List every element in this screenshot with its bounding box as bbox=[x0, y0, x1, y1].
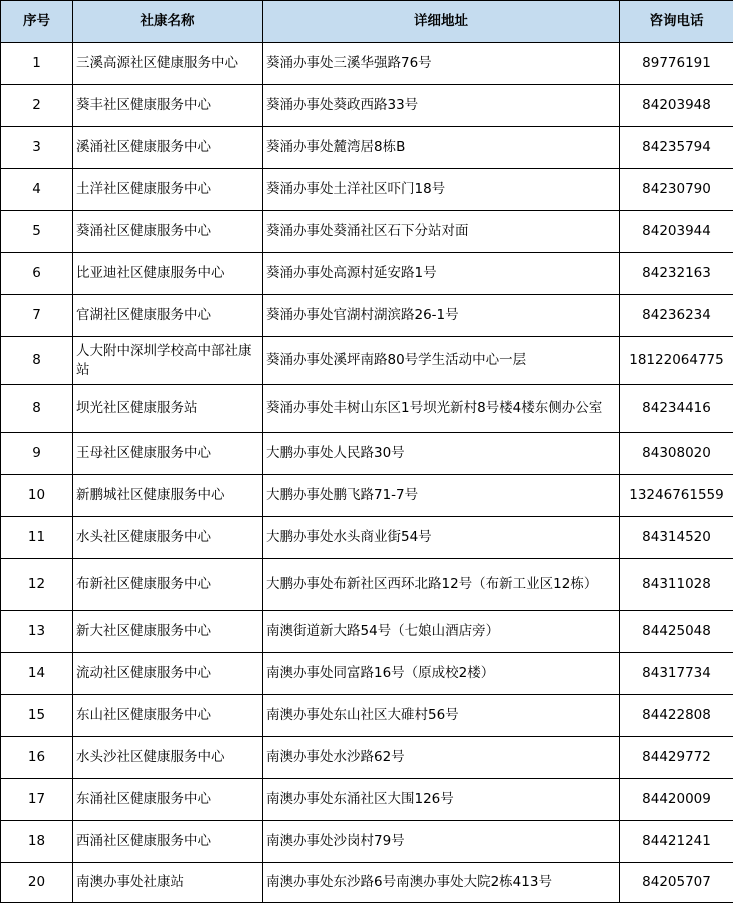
cell-no: 10 bbox=[1, 475, 73, 517]
cell-phone: 84317734 bbox=[620, 653, 733, 695]
cell-name: 水头沙社区健康服务中心 bbox=[73, 737, 263, 779]
cell-phone: 84420009 bbox=[620, 779, 733, 821]
cell-phone: 84203944 bbox=[620, 211, 733, 253]
cell-phone: 84421241 bbox=[620, 821, 733, 863]
header-row bbox=[1, 1, 733, 43]
cell-name: 溪涌社区健康服务中心 bbox=[73, 127, 263, 169]
table-row bbox=[1, 211, 733, 253]
cell-address: 南澳街道新大路54号（七娘山酒店旁） bbox=[263, 611, 620, 653]
cell-name: 西涌社区健康服务中心 bbox=[73, 821, 263, 863]
cell-name: 葵丰社区健康服务中心 bbox=[73, 85, 263, 127]
cell-address: 南澳办事处东涌社区大围126号 bbox=[263, 779, 620, 821]
cell-name: 王母社区健康服务中心 bbox=[73, 433, 263, 475]
cell-no: 16 bbox=[1, 737, 73, 779]
cell-phone: 84422808 bbox=[620, 695, 733, 737]
table-row bbox=[1, 863, 733, 903]
cell-name: 人大附中深圳学校高中部社康站 bbox=[73, 337, 263, 385]
cell-address: 葵涌办事处三溪华强路76号 bbox=[263, 43, 620, 85]
table-row bbox=[1, 517, 733, 559]
cell-phone: 89776191 bbox=[620, 43, 733, 85]
table-row bbox=[1, 821, 733, 863]
table-row bbox=[1, 475, 733, 517]
table-row bbox=[1, 559, 733, 611]
cell-no: 17 bbox=[1, 779, 73, 821]
table-row bbox=[1, 695, 733, 737]
table-row bbox=[1, 385, 733, 433]
cell-address: 南澳办事处东沙路6号南澳办事处大院2栋413号 bbox=[263, 863, 620, 903]
cell-phone: 13246761559 bbox=[620, 475, 733, 517]
table-row bbox=[1, 295, 733, 337]
cell-address: 大鹏办事处鹏飞路71-7号 bbox=[263, 475, 620, 517]
header-no: 序号 bbox=[1, 1, 73, 43]
cell-name: 流动社区健康服务中心 bbox=[73, 653, 263, 695]
cell-phone: 84429772 bbox=[620, 737, 733, 779]
cell-address: 大鹏办事处布新社区西环北路12号（布新工业区12栋） bbox=[263, 559, 620, 611]
table-row bbox=[1, 653, 733, 695]
cell-address: 葵涌办事处葵涌社区石下分站对面 bbox=[263, 211, 620, 253]
cell-address: 南澳办事处同富路16号（原成校2楼） bbox=[263, 653, 620, 695]
cell-address: 南澳办事处水沙路62号 bbox=[263, 737, 620, 779]
table-row bbox=[1, 169, 733, 211]
cell-name: 土洋社区健康服务中心 bbox=[73, 169, 263, 211]
cell-name: 水头社区健康服务中心 bbox=[73, 517, 263, 559]
cell-no: 4 bbox=[1, 169, 73, 211]
cell-no: 9 bbox=[1, 433, 73, 475]
cell-no: 20 bbox=[1, 863, 73, 903]
cell-phone: 84308020 bbox=[620, 433, 733, 475]
cell-phone: 84235794 bbox=[620, 127, 733, 169]
table-row bbox=[1, 253, 733, 295]
cell-name: 葵涌社区健康服务中心 bbox=[73, 211, 263, 253]
cell-no: 2 bbox=[1, 85, 73, 127]
header-name: 社康名称 bbox=[73, 1, 263, 43]
cell-address: 葵涌办事处葵政西路33号 bbox=[263, 85, 620, 127]
cell-name: 三溪高源社区健康服务中心 bbox=[73, 43, 263, 85]
table-row bbox=[1, 737, 733, 779]
cell-name: 比亚迪社区健康服务中心 bbox=[73, 253, 263, 295]
cell-phone: 84311028 bbox=[620, 559, 733, 611]
header-phone: 咨询电话 bbox=[620, 1, 733, 43]
cell-no: 8 bbox=[1, 385, 73, 433]
cell-phone: 84236234 bbox=[620, 295, 733, 337]
table-row bbox=[1, 433, 733, 475]
cell-phone: 84230790 bbox=[620, 169, 733, 211]
table-body bbox=[1, 43, 733, 903]
cell-name: 新大社区健康服务中心 bbox=[73, 611, 263, 653]
cell-no: 6 bbox=[1, 253, 73, 295]
cell-phone: 84425048 bbox=[620, 611, 733, 653]
cell-name: 官湖社区健康服务中心 bbox=[73, 295, 263, 337]
cell-no: 3 bbox=[1, 127, 73, 169]
cell-address: 南澳办事处沙岗村79号 bbox=[263, 821, 620, 863]
cell-no: 7 bbox=[1, 295, 73, 337]
cell-no: 8 bbox=[1, 337, 73, 385]
cell-phone: 84203948 bbox=[620, 85, 733, 127]
cell-no: 5 bbox=[1, 211, 73, 253]
cell-no: 13 bbox=[1, 611, 73, 653]
cell-no: 15 bbox=[1, 695, 73, 737]
table-row bbox=[1, 127, 733, 169]
cell-name: 东山社区健康服务中心 bbox=[73, 695, 263, 737]
cell-no: 12 bbox=[1, 559, 73, 611]
cell-address: 大鹏办事处人民路30号 bbox=[263, 433, 620, 475]
cell-address: 葵涌办事处丰树山东区1号坝光新村8号楼4楼东侧办公室 bbox=[263, 385, 620, 433]
cell-address: 葵涌办事处土洋社区吓门18号 bbox=[263, 169, 620, 211]
cell-address: 葵涌办事处溪坪南路80号学生活动中心一层 bbox=[263, 337, 620, 385]
cell-name: 坝光社区健康服务站 bbox=[73, 385, 263, 433]
cell-address: 南澳办事处东山社区大碓村56号 bbox=[263, 695, 620, 737]
cell-phone: 84205707 bbox=[620, 863, 733, 903]
cell-phone: 84232163 bbox=[620, 253, 733, 295]
table-row bbox=[1, 337, 733, 385]
table-row bbox=[1, 779, 733, 821]
cell-phone: 84234416 bbox=[620, 385, 733, 433]
cell-no: 14 bbox=[1, 653, 73, 695]
cell-no: 11 bbox=[1, 517, 73, 559]
cell-phone: 18122064775 bbox=[620, 337, 733, 385]
cell-address: 葵涌办事处官湖村湖滨路26-1号 bbox=[263, 295, 620, 337]
table-row bbox=[1, 43, 733, 85]
header-address: 详细地址 bbox=[263, 1, 620, 43]
cell-address: 葵涌办事处高源村延安路1号 bbox=[263, 253, 620, 295]
cell-phone: 84314520 bbox=[620, 517, 733, 559]
cell-name: 布新社区健康服务中心 bbox=[73, 559, 263, 611]
cell-name: 东涌社区健康服务中心 bbox=[73, 779, 263, 821]
cell-name: 南澳办事处社康站 bbox=[73, 863, 263, 903]
table-row bbox=[1, 611, 733, 653]
cell-address: 大鹏办事处水头商业街54号 bbox=[263, 517, 620, 559]
cell-no: 18 bbox=[1, 821, 73, 863]
cell-no: 1 bbox=[1, 43, 73, 85]
cell-name: 新鹏城社区健康服务中心 bbox=[73, 475, 263, 517]
table-row bbox=[1, 85, 733, 127]
cell-address: 葵涌办事处麓湾居8栋B bbox=[263, 127, 620, 169]
